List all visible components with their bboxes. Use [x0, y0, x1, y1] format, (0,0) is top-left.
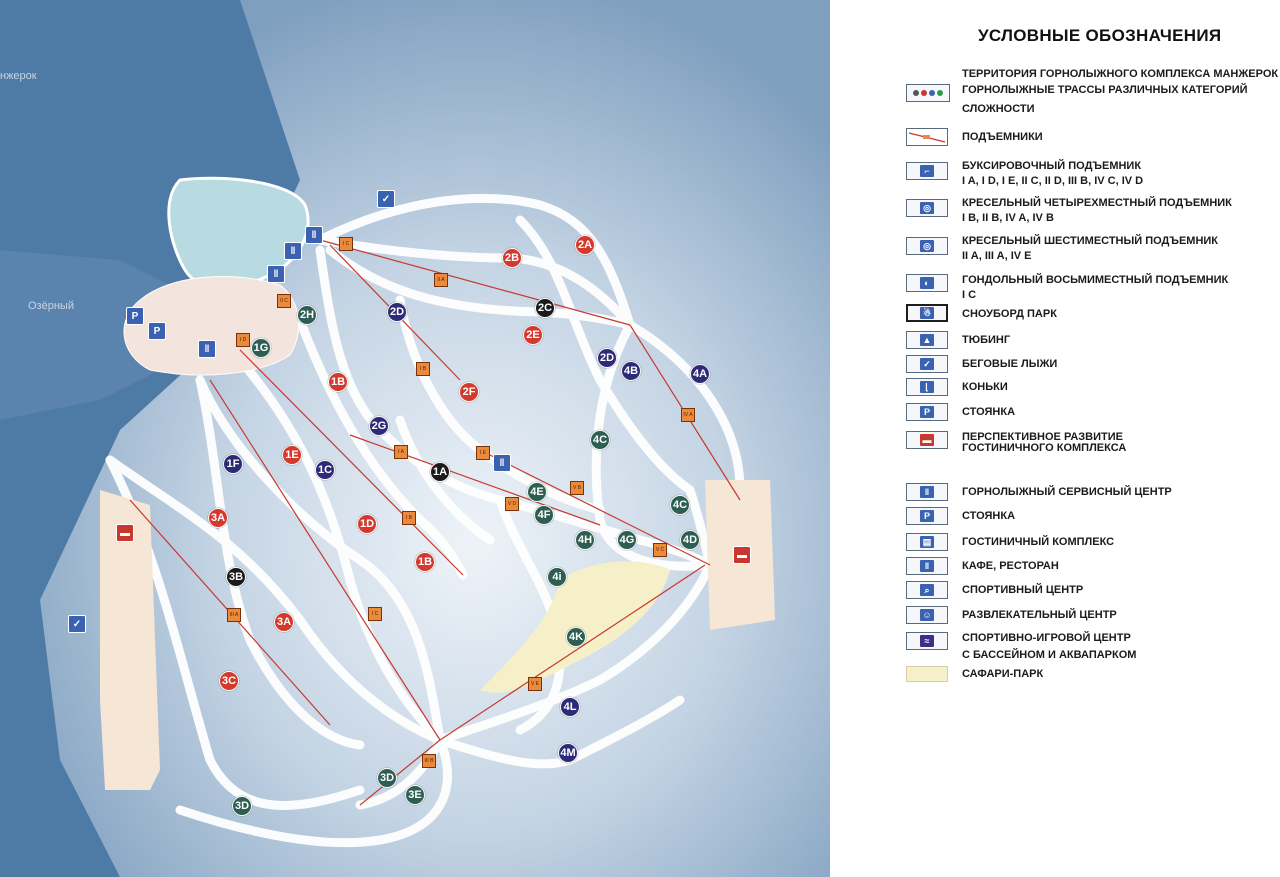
ski-service-icon: ‖ — [906, 483, 948, 501]
entertainment-icon: ☺ — [906, 606, 948, 624]
lift-station[interactable]: I D — [236, 333, 250, 347]
cafe-icon[interactable]: ‖ — [493, 454, 511, 472]
parking-icon: P — [906, 403, 948, 421]
trail-marker[interactable]: 2E — [523, 325, 543, 345]
trail-marker[interactable]: 2H — [297, 305, 317, 325]
cross-country-ski-icon: ✓ — [906, 355, 948, 373]
legend-item-label: РАЗВЛЕКАТЕЛЬНЫЙ ЦЕНТР — [962, 609, 1117, 621]
lift-station[interactable]: I C — [339, 237, 353, 251]
lift-station[interactable]: V B — [570, 481, 584, 495]
trail-marker[interactable]: 4E — [527, 482, 547, 502]
safari-park-icon — [906, 666, 948, 682]
lift-line-icon — [906, 128, 948, 146]
gondola-icon: ◐ — [906, 274, 948, 292]
trail-marker[interactable]: 1G — [251, 338, 271, 358]
trail-marker[interactable]: 4F — [534, 505, 554, 525]
trail-marker[interactable]: 4H — [575, 530, 595, 550]
hotel-development-icon: ▬ — [906, 431, 948, 449]
legend-item-label: БУКСИРОВОЧНЫЙ ПОДЪЕМНИК — [962, 160, 1142, 172]
trail-marker[interactable]: 2D — [597, 348, 617, 368]
trail-marker[interactable]: 2F — [459, 382, 479, 402]
legend-item-label: ГОСТИНИЧНОГО КОМПЛЕКСА — [962, 442, 1127, 454]
cafe-icon[interactable]: ‖ — [198, 340, 216, 358]
trail-marker[interactable]: 4B — [621, 361, 641, 381]
legend-item-label: САФАРИ-ПАРК — [962, 668, 1044, 680]
trail-marker[interactable]: 3E — [405, 785, 425, 805]
parking-icon[interactable]: P — [148, 322, 166, 340]
lift-station[interactable]: III B — [422, 754, 436, 768]
legend-item-label: С БАССЕЙНОМ И АКВАПАРКОМ — [962, 649, 1137, 661]
place-label-manzherok: нжерок — [0, 70, 37, 82]
trail-marker[interactable]: 4A — [690, 364, 710, 384]
cafe-icon[interactable]: ‖ — [267, 265, 285, 283]
trail-marker[interactable]: 1D — [357, 514, 377, 534]
parking-icon[interactable]: P — [126, 307, 144, 325]
lift-station[interactable]: V E — [528, 677, 542, 691]
legend-item-label: СПОРТИВНО-ИГРОВОЙ ЦЕНТР — [962, 632, 1131, 644]
legend-item-label: ТЮБИНГ — [962, 334, 1011, 346]
trail-marker[interactable]: 3C — [219, 671, 239, 691]
ski-service-icon[interactable]: ‖ — [305, 226, 323, 244]
trail-marker[interactable]: 1C — [315, 460, 335, 480]
trail-marker[interactable]: 2C — [535, 298, 555, 318]
trail-difficulty-dots-icon — [906, 84, 950, 102]
trail-marker[interactable]: 1E — [282, 445, 302, 465]
trail-marker[interactable]: 1A — [430, 462, 450, 482]
hotel-development-icon[interactable]: ▬ — [116, 524, 134, 542]
legend-item-label: I B, II B, IV A, IV B — [962, 212, 1054, 224]
cafe-icon: ‖ — [906, 557, 948, 575]
trail-marker[interactable]: 4C — [670, 495, 690, 515]
parking-icon: P — [906, 507, 948, 525]
trail-marker[interactable]: 1B — [328, 372, 348, 392]
lift-station[interactable]: I C — [368, 607, 382, 621]
trail-marker[interactable]: 3A — [208, 508, 228, 528]
trail-marker[interactable]: 1B — [415, 552, 435, 572]
legend-item-label: ПОДЪЕМНИКИ — [962, 131, 1043, 143]
legend-item-label: ГОСТИНИЧНЫЙ КОМПЛЕКС — [962, 536, 1115, 548]
trail-marker[interactable]: 3D — [377, 768, 397, 788]
legend-item-label: II A, III A, IV E — [962, 250, 1032, 262]
legend-item-label: I A, I D, I E, II C, II D, III B, IV C, IV D — [962, 175, 1144, 187]
legend-title: УСЛОВНЫЕ ОБОЗНАЧЕНИЯ — [978, 26, 1222, 45]
lift-station[interactable]: V C — [653, 543, 667, 557]
trail-marker[interactable]: 4L — [560, 697, 580, 717]
hotel-icon: ▤ — [906, 533, 948, 551]
trail-marker[interactable]: 3D — [232, 796, 252, 816]
legend-item-label: БЕГОВЫЕ ЛЫЖИ — [962, 358, 1058, 370]
legend-item-label: КАФЕ, РЕСТОРАН — [962, 560, 1059, 572]
trail-marker[interactable]: 3A — [274, 612, 294, 632]
legend-item-label: ГОРНОЛЫЖНЫЙ СЕРВИСНЫЙ ЦЕНТР — [962, 486, 1172, 498]
lift-station[interactable]: III A — [227, 608, 241, 622]
legend-item-label: ТЕРРИТОРИЯ ГОРНОЛЫЖНОГО КОМПЛЕКСА МАНЖЕРОК — [962, 68, 1279, 80]
snowboard-park-icon: ☃ — [906, 304, 948, 322]
trail-marker[interactable]: 2G — [369, 416, 389, 436]
lift-station[interactable]: IV A — [681, 408, 695, 422]
quad-chairlift-icon: ◎ — [906, 199, 948, 217]
legend-item-label: ГОНДОЛЬНЫЙ ВОСЬМИМЕСТНЫЙ ПОДЪЕМНИК — [962, 274, 1229, 286]
trail-marker[interactable]: 4G — [617, 530, 637, 550]
legend-item-label: ПЕРСПЕКТИВНОЕ РАЗВИТИЕ — [962, 431, 1123, 443]
legend-item-label: ГОРНОЛЫЖНЫЕ ТРАССЫ РАЗЛИЧНЫХ КАТЕГОРИЙ — [962, 84, 1248, 96]
trail-marker[interactable]: 1F — [223, 454, 243, 474]
trail-marker[interactable]: 3B — [226, 567, 246, 587]
lift-station[interactable]: II C — [277, 294, 291, 308]
cafe-icon[interactable]: ‖ — [284, 242, 302, 260]
cross-country-ski-icon[interactable]: ✓ — [377, 190, 395, 208]
aquapark-icon: ≈ — [906, 632, 948, 650]
legend-item-label: СНОУБОРД ПАРК — [962, 308, 1057, 320]
legend-item-label: СТОЯНКА — [962, 510, 1016, 522]
trail-marker[interactable]: 4i — [547, 567, 567, 587]
lift-station[interactable]: I A — [394, 445, 408, 459]
trail-marker[interactable]: 4M — [558, 743, 578, 763]
hotel-development-icon[interactable]: ▬ — [733, 546, 751, 564]
trail-marker[interactable]: 4K — [566, 627, 586, 647]
tubing-icon: ▲ — [906, 331, 948, 349]
six-chairlift-icon: ◎ — [906, 237, 948, 255]
cross-country-ski-icon[interactable]: ✓ — [68, 615, 86, 633]
lift-station[interactable]: I B — [402, 511, 416, 525]
legend-panel — [830, 0, 1280, 877]
lift-station[interactable]: II A — [434, 273, 448, 287]
trail-marker[interactable]: 2A — [575, 235, 595, 255]
surface-lift-icon: ⌐ — [906, 162, 948, 180]
lift-station[interactable]: V D — [505, 497, 519, 511]
legend-item-label: СТОЯНКА — [962, 406, 1016, 418]
trail-marker[interactable]: 2B — [502, 248, 522, 268]
legend-item-label: I C — [962, 289, 977, 301]
trail-marker[interactable]: 2D — [387, 302, 407, 322]
sport-center-icon: ⌕ — [906, 581, 948, 599]
lift-station[interactable]: I B — [416, 362, 430, 376]
skate-icon: ⌊ — [906, 378, 948, 396]
legend-item-label: КРЕСЕЛЬНЫЙ ЧЕТЫРЕХМЕСТНЫЙ ПОДЪЕМНИК — [962, 197, 1232, 209]
lift-station[interactable]: I E — [476, 446, 490, 460]
legend-item-label: КРЕСЕЛЬНЫЙ ШЕСТИМЕСТНЫЙ ПОДЪЕМНИК — [962, 235, 1219, 247]
legend-item-label: КОНЬКИ — [962, 381, 1008, 393]
legend-item-label: СЛОЖНОСТИ — [962, 103, 1035, 115]
trail-marker[interactable]: 4D — [680, 530, 700, 550]
legend-item-label: СПОРТИВНЫЙ ЦЕНТР — [962, 584, 1084, 596]
place-label-ozerny: Озёрный — [28, 300, 74, 312]
trail-marker[interactable]: 4C — [590, 430, 610, 450]
